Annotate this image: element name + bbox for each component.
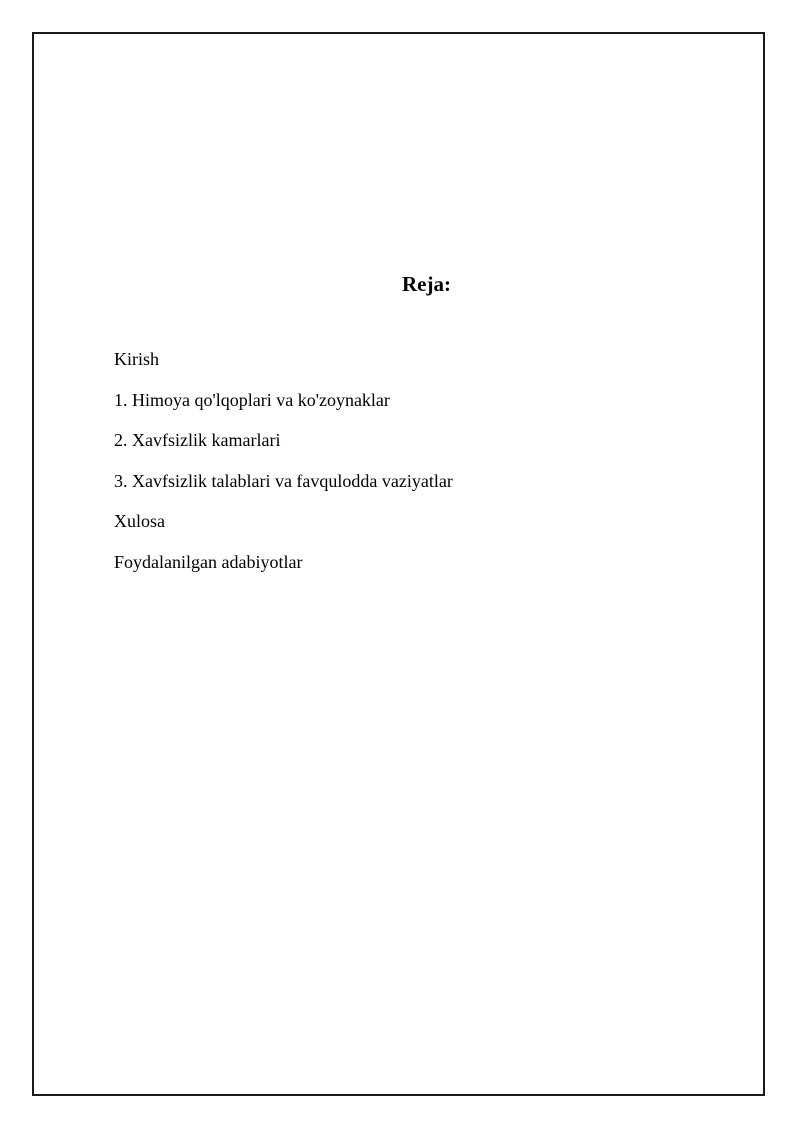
plan-item-section-3: 3. Xavfsizlik talablari va favqulodda vaziyatlar [114, 470, 453, 491]
plan-item-references: Foydalanilgan adabiyotlar [114, 551, 303, 572]
plan-item-introduction: Kirish [114, 349, 159, 369]
plan-item-section-2: 2. Xavfsizlik kamarlari [114, 430, 281, 450]
plan-item-section-1: 1. Himoya qo'lqoplari va ko'zoynaklar [114, 389, 390, 410]
page-title: Reja: [402, 272, 451, 296]
plan-item-conclusion: Xulosa [114, 511, 165, 531]
plan-list [114, 348, 453, 591]
